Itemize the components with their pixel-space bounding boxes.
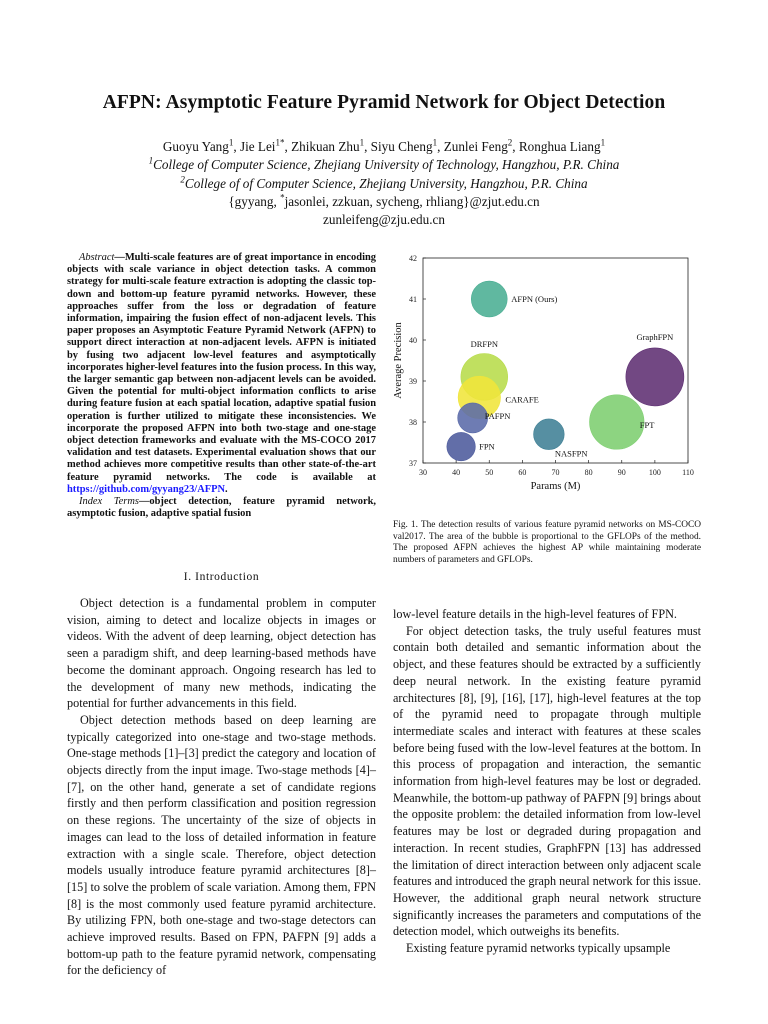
abstract-label: Abstract xyxy=(79,252,115,263)
y-tick-label: 39 xyxy=(409,377,417,386)
figure-caption: Fig. 1. The detection results of various feature pyramid networks on MS-COCO val2017. The area of the bubble is proportional to the GFLOPs of the method. The proposed AFPN achieves the highest AP while maintaining moderate numbers of parameters and GFLOPs. xyxy=(393,520,701,565)
y-tick-label: 38 xyxy=(409,418,417,427)
email-1-post: jasonlei, zzkuan, sycheng, rhliang}@zjut.edu.cn xyxy=(284,193,540,209)
author-affiliation-sup: 1* xyxy=(275,137,285,148)
x-axis-label: Params (M) xyxy=(530,481,581,492)
code-link[interactable]: https://github.com/gyyang23/AFPN xyxy=(67,483,226,495)
author-names: Guoyu Yang$^1$, Jie Lei$^{1*}$, Zhikuan Zhu$^1$, Siyu Cheng$^1$, Zunlei Feng$^2$, Ronghua Liang$^1$ xyxy=(162,137,606,154)
author-name: Jie Lei xyxy=(239,139,276,154)
index-terms-text: object detection, feature pyramid network, asymptotic fusion, adaptive spatial fusion xyxy=(67,496,376,520)
author-name: Guoyu Yang xyxy=(162,139,229,154)
author-affiliation-sup: 1 xyxy=(432,137,438,148)
bubble-chart xyxy=(368,248,708,498)
left-column-body xyxy=(67,595,376,979)
abstract-dash: — xyxy=(114,252,125,263)
section-heading-introduction: I. Introduction xyxy=(183,571,260,583)
author-name: Ronghua Liang xyxy=(518,139,601,154)
x-tick-label: 70 xyxy=(551,468,560,477)
bubble-label: NASFPN xyxy=(554,448,588,459)
bubble-nasfpn xyxy=(534,419,565,450)
author-affiliation-sup: 2 xyxy=(507,137,513,148)
bubble-fpt xyxy=(590,395,645,450)
paragraph: low-level feature details in the high-level features of FPN. xyxy=(393,607,677,621)
author-name: Zunlei Feng xyxy=(443,139,508,154)
paragraph: For object detection tasks, the truly useful features must contain both detailed and semantic information about the object, and these features should be extracted by a sufficiently deep neural network. In the existing feature pyramid architectures [8], [9], [16], [17], high-level features at the top of the pyramid need to propagate through multiple intermediate scales and interact with features at these scales before being fused with the low-level features at the bottom. In this process of propagation and interaction, the semantic information from high-level features may be lost or degraded. Meanwhile, the bottom-up pathway of PAFPN [9] brings about the opposite problem: the detailed information from low-level features may be lost or degraded during propagation and interaction. In recent studies, GraphFPN [13] has addressed the limitation of direct interaction between only adjacent scale features and introduced the graph neural network for this issue. However, the additional graph neural network structure significantly increases the parameters and computations of the detection model, which outweighs its benefits. xyxy=(393,623,701,939)
index-terms xyxy=(67,496,376,520)
bubble-label: AFPN (Ours) xyxy=(511,294,558,304)
index-terms-dash: — xyxy=(138,496,150,508)
index-terms-label: Index Terms xyxy=(79,496,139,508)
affiliation-2 xyxy=(40,175,728,193)
y-tick-label: 40 xyxy=(409,336,417,345)
bubble-label: PAFPN xyxy=(484,410,511,421)
abstract xyxy=(67,252,376,496)
y-tick-label: 42 xyxy=(409,254,417,263)
author-affiliation-sup: 1 xyxy=(228,137,234,148)
affiliation-1-text: College of Computer Science, Zhejiang University of Technology, Hangzhou, P.R. China xyxy=(153,157,620,173)
bubble-label: FPT xyxy=(639,420,655,430)
y-axis-label: Average Precision xyxy=(393,322,404,399)
x-tick-label: 110 xyxy=(682,468,694,477)
author-affiliation-sup: 1 xyxy=(600,137,606,148)
x-tick-label: 90 xyxy=(617,468,626,477)
abstract-block xyxy=(67,252,376,520)
abstract-text: Multi-scale features are of great importance in encoding objects with scale variance in object detection tasks. A common strategy for multi-scale feature extraction is adopting the classic top-down and bottom-up feature pyramid networks. However, these approaches suffer from the loss or degradation of feature information, impairing the fusion effect of non-adjacent levels. This paper proposes an Asymptotic Feature Pyramid Network (AFPN) to support direct interaction at non-adjacent levels. AFPN is initiated by fusing two adjacent low-level features and asymptotically incorporates higher-level features into the fusion process. In this way, the larger semantic gap between non-adjacent levels can be avoided. Given the potential for multi-object information conflicts to arise during feature fusion at each spatial location, adaptive spatial fusion operation is further utilized to mitigate these inconsistencies. We incorporate the proposed AFPN into both two-stage and one-stage object detection frameworks and evaluate with the MS-COCO 2017 validation and test datasets. Experimental evaluation shows that our method achieves more competitive results than other state-of-the-art feature pyramid networks. The code is available at xyxy=(67,252,376,483)
y-tick-label: 37 xyxy=(409,459,417,468)
affiliation-2-sup: 2 xyxy=(180,174,185,185)
x-tick-label: 40 xyxy=(452,468,461,477)
affiliation-2-text: College of of Computer Science, Zhejiang University, Hangzhou, P.R. China xyxy=(184,175,588,191)
bubble-label: GraphFPN xyxy=(636,331,674,342)
email-1-sup: * xyxy=(280,192,285,203)
bubble-afpn-ours xyxy=(471,281,507,317)
right-column-body xyxy=(393,606,701,957)
bubble-graphfpn xyxy=(626,348,684,406)
paragraph: Object detection methods based on deep learning are typically categorized into one-stage and two-stage methods. One-stage methods [1]–[3] predict the category and location of objects directly from the input image. Two-stage methods [4]–[7], on the other hand, generate a set of candidate regions firstly and then perform classification and position regression on these regions. The uncertainty of the size of objects in images can lead to the loss of detailed information in feature extraction with a single scale. Therefore, object detection models usually introduce feature pyramid architectures [8]–[15] to solve the problem of scale variation. Among them, FPN [8] is the most commonly used feature pyramid architecture. By utilizing FPN, both one-stage and two-stage detectors can achieve improved results. Based on FPN, PAFPN [9] adds a bottom-up path to the feature pyramid network, compensating for the deficiency of xyxy=(67,712,376,978)
bubble-label: FPN xyxy=(479,441,495,452)
bubble-pafpn xyxy=(458,403,488,433)
email-line-2: zunleifeng@zju.edu.cn xyxy=(323,212,445,228)
paragraph: Existing feature pyramid networks typically upsample xyxy=(406,941,671,956)
x-tick-label: 30 xyxy=(419,468,427,477)
bubble-label: CARAFE xyxy=(505,394,539,405)
x-tick-label: 80 xyxy=(584,468,593,477)
author-block xyxy=(40,138,728,229)
author-affiliation-sup: 1 xyxy=(359,137,365,148)
bubble-label: DRFPN xyxy=(470,338,498,349)
paragraph: Object detection is a fundamental problem in computer vision, aiming to detect and localize objects in images or videos. With the advent of deep learning, object detection has seen a paradigm shift, and deep learning-based methods have become the dominant approach. Ongoing research has led to the development of many new methods, indicating the potential for further advancements in this field. xyxy=(67,596,376,711)
email-line-1 xyxy=(40,193,728,211)
author-name: Siyu Cheng xyxy=(370,139,433,154)
x-tick-label: 60 xyxy=(518,468,527,477)
x-tick-label: 50 xyxy=(485,468,494,477)
paper-title: AFPN: Asymptotic Feature Pyramid Network for Object Detection xyxy=(102,92,666,113)
email-1-pre: {gyyang, xyxy=(228,193,281,209)
bubble-fpn xyxy=(447,432,475,460)
author-name: Zhikuan Zhu xyxy=(291,139,360,154)
x-tick-label: 100 xyxy=(648,468,661,477)
affiliation-1 xyxy=(40,156,728,174)
affiliation-1-sup: 1 xyxy=(148,155,154,166)
abstract-end: . xyxy=(225,483,228,495)
y-tick-label: 41 xyxy=(409,295,417,304)
